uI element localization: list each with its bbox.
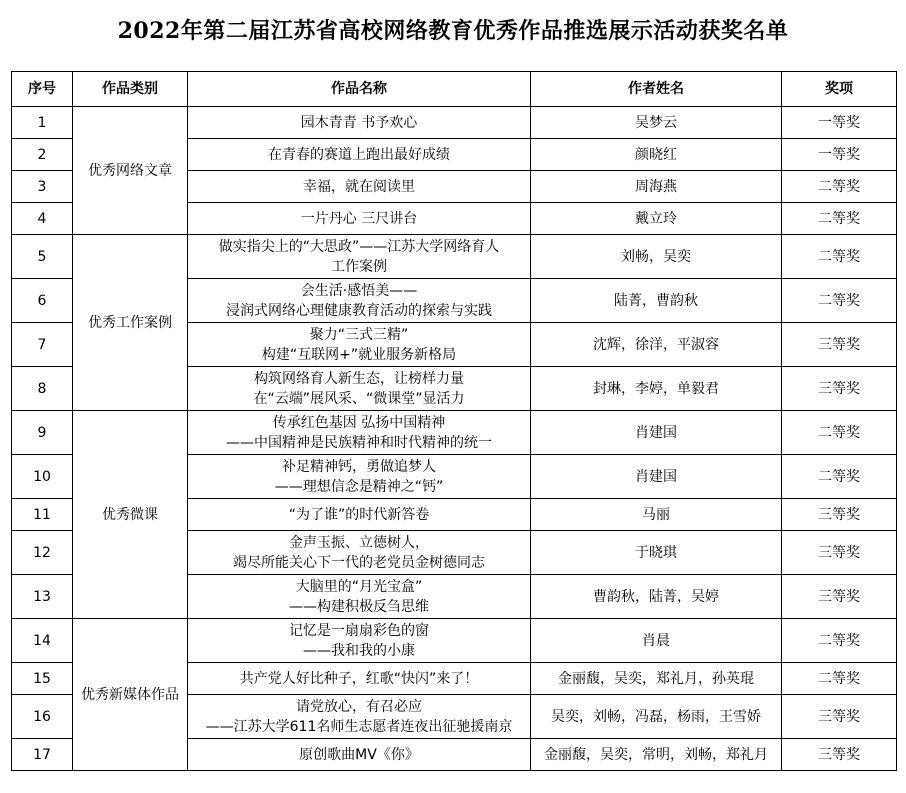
author-name: 沈辉，徐洋，平淑容: [531, 323, 782, 367]
award-level: 三等奖: [782, 499, 897, 531]
award-level: 三等奖: [782, 695, 897, 739]
row-no: 5: [12, 235, 73, 279]
award-level: 三等奖: [782, 323, 897, 367]
author-name: 刘畅，吴奕: [531, 235, 782, 279]
work-name: 一片丹心 三尺讲台: [188, 203, 531, 235]
award-level: 二等奖: [782, 171, 897, 203]
work-name: 记忆是一扇扇彩色的窗 ——我和我的小康: [188, 619, 531, 663]
table-row: [12, 619, 897, 663]
row-no: 16: [12, 695, 73, 739]
award-level: 三等奖: [782, 367, 897, 411]
work-name: 园木青青 书予欢心: [188, 107, 531, 139]
author-name: 肖晨: [531, 619, 782, 663]
award-table: [11, 71, 897, 771]
award-level: 二等奖: [782, 663, 897, 695]
award-level: 三等奖: [782, 575, 897, 619]
header-author: 作者姓名: [531, 72, 782, 107]
header-work-name: 作品名称: [188, 72, 531, 107]
work-name: “为了谁”的时代新答卷: [188, 499, 531, 531]
work-name: 在青春的赛道上跑出最好成绩: [188, 139, 531, 171]
row-no: 15: [12, 663, 73, 695]
header-award: 奖项: [782, 72, 897, 107]
work-name: 原创歌曲MV《你》: [188, 739, 531, 771]
author-name: 陆菁，曹韵秋: [531, 279, 782, 323]
table-row: [12, 411, 897, 455]
row-no: 11: [12, 499, 73, 531]
work-name: 共产党人好比种子，红歌“快闪”来了！: [188, 663, 531, 695]
author-name: 金丽馥，吴奕，郑礼月，孙英琨: [531, 663, 782, 695]
row-no: 13: [12, 575, 73, 619]
work-name: 传承红色基因 弘扬中国精神 ——中国精神是民族精神和时代精神的统一: [188, 411, 531, 455]
row-no: 1: [12, 107, 73, 139]
row-no: 2: [12, 139, 73, 171]
category-cell: 优秀新媒体作品: [73, 619, 188, 771]
row-no: 14: [12, 619, 73, 663]
row-no: 17: [12, 739, 73, 771]
table-row: [12, 235, 897, 279]
award-level: 二等奖: [782, 455, 897, 499]
award-level: 二等奖: [782, 411, 897, 455]
award-level: 三等奖: [782, 531, 897, 575]
author-name: 周海燕: [531, 171, 782, 203]
row-no: 4: [12, 203, 73, 235]
row-no: 6: [12, 279, 73, 323]
row-no: 10: [12, 455, 73, 499]
work-name: 聚力“三式三精” 构建“互联网+”就业服务新格局: [188, 323, 531, 367]
author-name: 颜晓红: [531, 139, 782, 171]
category-cell: 优秀微课: [73, 411, 188, 619]
award-level: 三等奖: [782, 739, 897, 771]
award-level: 一等奖: [782, 139, 897, 171]
author-name: 于晓琪: [531, 531, 782, 575]
category-cell: 优秀工作案例: [73, 235, 188, 411]
row-no: 9: [12, 411, 73, 455]
award-level: 二等奖: [782, 279, 897, 323]
category-cell: 优秀网络文章: [73, 107, 188, 235]
row-no: 3: [12, 171, 73, 203]
work-name: 构筑网络育人新生态，让榜样力量 在“云端”展风采、“微课堂”显活力: [188, 367, 531, 411]
work-name: 会生活·感悟美—— 浸润式网络心理健康教育活动的探索与实践: [188, 279, 531, 323]
author-name: 吴梦云: [531, 107, 782, 139]
author-name: 马丽: [531, 499, 782, 531]
award-level: 二等奖: [782, 203, 897, 235]
work-name: 做实指尖上的“大思政”——江苏大学网络育人 工作案例: [188, 235, 531, 279]
author-name: 曹韵秋，陆菁，吴婷: [531, 575, 782, 619]
award-level: 二等奖: [782, 235, 897, 279]
award-level: 二等奖: [782, 619, 897, 663]
page-title: 2022年第二届江苏省高校网络教育优秀作品推选展示活动获奖名单: [117, 18, 789, 44]
author-name: 封琳，李婷，单毅君: [531, 367, 782, 411]
work-name: 大脑里的“月光宝盒” ——构建积极反刍思维: [188, 575, 531, 619]
row-no: 8: [12, 367, 73, 411]
author-name: 肖建国: [531, 455, 782, 499]
author-name: 吴奕，刘畅，冯磊，杨雨，王雪娇: [531, 695, 782, 739]
row-no: 12: [12, 531, 73, 575]
table-header-row: [12, 72, 897, 107]
work-name: 请党放心，有召必应 ——江苏大学611名师生志愿者连夜出征驰援南京: [188, 695, 531, 739]
header-category: 作品类别: [73, 72, 188, 107]
header-no: 序号: [12, 72, 73, 107]
work-name: 补足精神钙，勇做追梦人 ——理想信念是精神之“钙”: [188, 455, 531, 499]
author-name: 戴立玲: [531, 203, 782, 235]
author-name: 肖建国: [531, 411, 782, 455]
work-name: 金声玉振、立德树人， 竭尽所能关心下一代的老党员金树德同志: [188, 531, 531, 575]
table-row: [12, 107, 897, 139]
award-level: 一等奖: [782, 107, 897, 139]
work-name: 幸福，就在阅读里: [188, 171, 531, 203]
author-name: 金丽馥，吴奕，常明，刘畅，郑礼月: [531, 739, 782, 771]
row-no: 7: [12, 323, 73, 367]
